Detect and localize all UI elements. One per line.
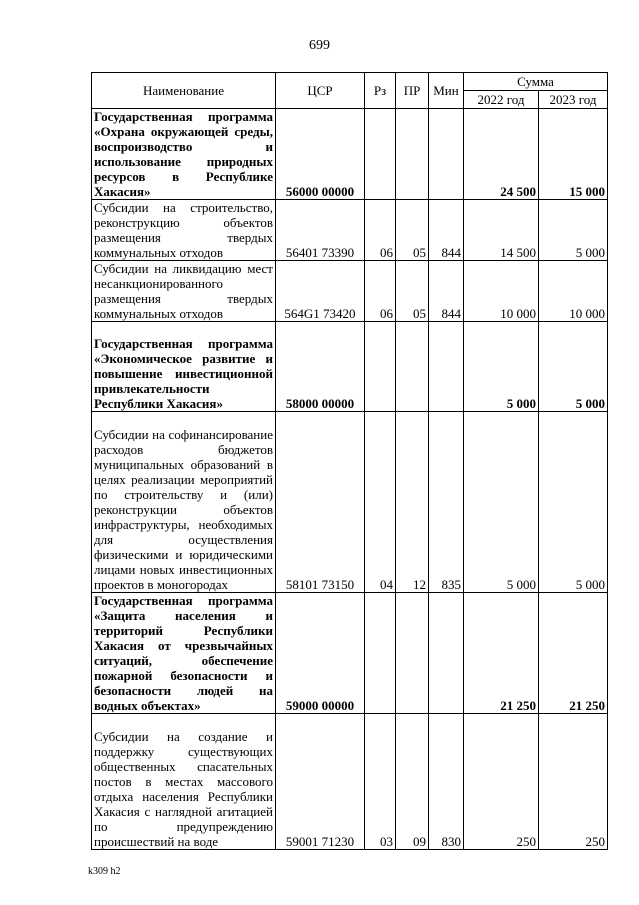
row-pr: 12	[396, 412, 429, 593]
row-rz: 03	[365, 714, 396, 850]
row-name: Государственная программа «Защита населения и территорий Республики Хакасия от чрезвычайных ситуаций, обеспечение пожарной безопасности и безопасности людей на водных объектах»	[92, 593, 276, 714]
row-csr: 56000 00000	[276, 109, 365, 200]
row-min: 835	[429, 412, 464, 593]
header-min: Мин	[429, 73, 464, 109]
header-name: Наименование	[92, 73, 276, 109]
footer-code: k309 h2	[88, 866, 121, 877]
row-pr	[396, 322, 429, 412]
row-rz	[365, 322, 396, 412]
row-sum-2023: 10 000	[539, 261, 608, 322]
header-year-2022: 2022 год	[464, 91, 539, 109]
row-sum-2023: 21 250	[539, 593, 608, 714]
row-sum-2023: 5 000	[539, 322, 608, 412]
header-rz: Рз	[365, 73, 396, 109]
row-min	[429, 322, 464, 412]
row-rz: 06	[365, 200, 396, 261]
row-sum-2023: 250	[539, 714, 608, 850]
row-rz: 04	[365, 412, 396, 593]
table-row	[92, 261, 608, 322]
header-sum: Сумма	[464, 73, 608, 91]
table-row	[92, 109, 608, 200]
row-name: Субсидии на ликвидацию мест несанкционированного размещения твердых коммунальных отходов	[92, 261, 276, 322]
row-sum-2023: 5 000	[539, 412, 608, 593]
row-rz	[365, 109, 396, 200]
row-sum-2022: 10 000	[464, 261, 539, 322]
row-pr: 05	[396, 261, 429, 322]
header-year-2023: 2023 год	[539, 91, 608, 109]
row-pr	[396, 593, 429, 714]
table-row	[92, 322, 608, 412]
row-sum-2022: 250	[464, 714, 539, 850]
row-rz	[365, 593, 396, 714]
row-csr: 58000 00000	[276, 322, 365, 412]
table-row	[92, 714, 608, 850]
row-sum-2022: 5 000	[464, 322, 539, 412]
row-min: 830	[429, 714, 464, 850]
row-csr: 564G1 73420	[276, 261, 365, 322]
row-sum-2022: 5 000	[464, 412, 539, 593]
row-name: Субсидии на софинансирование расходов бюджетов муниципальных образований в целях реализации мероприятий по строительству и (или) реконструкции объектов инфраструктуры, необходимых для осуществления физическими и юридическими лицами новых инвестиционных проектов в моногородах	[92, 412, 276, 593]
row-csr: 59001 71230	[276, 714, 365, 850]
row-min: 844	[429, 200, 464, 261]
row-min	[429, 109, 464, 200]
row-pr	[396, 109, 429, 200]
row-pr: 09	[396, 714, 429, 850]
row-sum-2022: 14 500	[464, 200, 539, 261]
budget-table	[91, 72, 608, 850]
row-csr: 56401 73390	[276, 200, 365, 261]
row-sum-2022: 21 250	[464, 593, 539, 714]
row-csr: 58101 73150	[276, 412, 365, 593]
row-name: Государственная программа «Экономическое развитие и повышение инвестиционной привлекательности Республики Хакасия»	[92, 322, 276, 412]
page-number: 699	[309, 38, 330, 53]
row-sum-2023: 5 000	[539, 200, 608, 261]
row-pr: 05	[396, 200, 429, 261]
row-rz: 06	[365, 261, 396, 322]
row-csr: 59000 00000	[276, 593, 365, 714]
row-sum-2022: 24 500	[464, 109, 539, 200]
row-min	[429, 593, 464, 714]
row-name: Субсидии на создание и поддержку существующих общественных спасательных постов в местах массового отдыха населения Республики Хакасия с наглядной агитацией по предупреждению происшествий на воде	[92, 714, 276, 850]
table-row	[92, 200, 608, 261]
row-name: Государственная программа «Охрана окружающей среды, воспроизводство и использование природных ресурсов в Республике Хакасия»	[92, 109, 276, 200]
header-pr: ПР	[396, 73, 429, 109]
table-row	[92, 412, 608, 593]
row-name: Субсидии на строительство, реконструкцию объектов размещения твердых коммунальных отходов	[92, 200, 276, 261]
row-min: 844	[429, 261, 464, 322]
table-row	[92, 593, 608, 714]
row-sum-2023: 15 000	[539, 109, 608, 200]
header-csr: ЦСР	[276, 73, 365, 109]
